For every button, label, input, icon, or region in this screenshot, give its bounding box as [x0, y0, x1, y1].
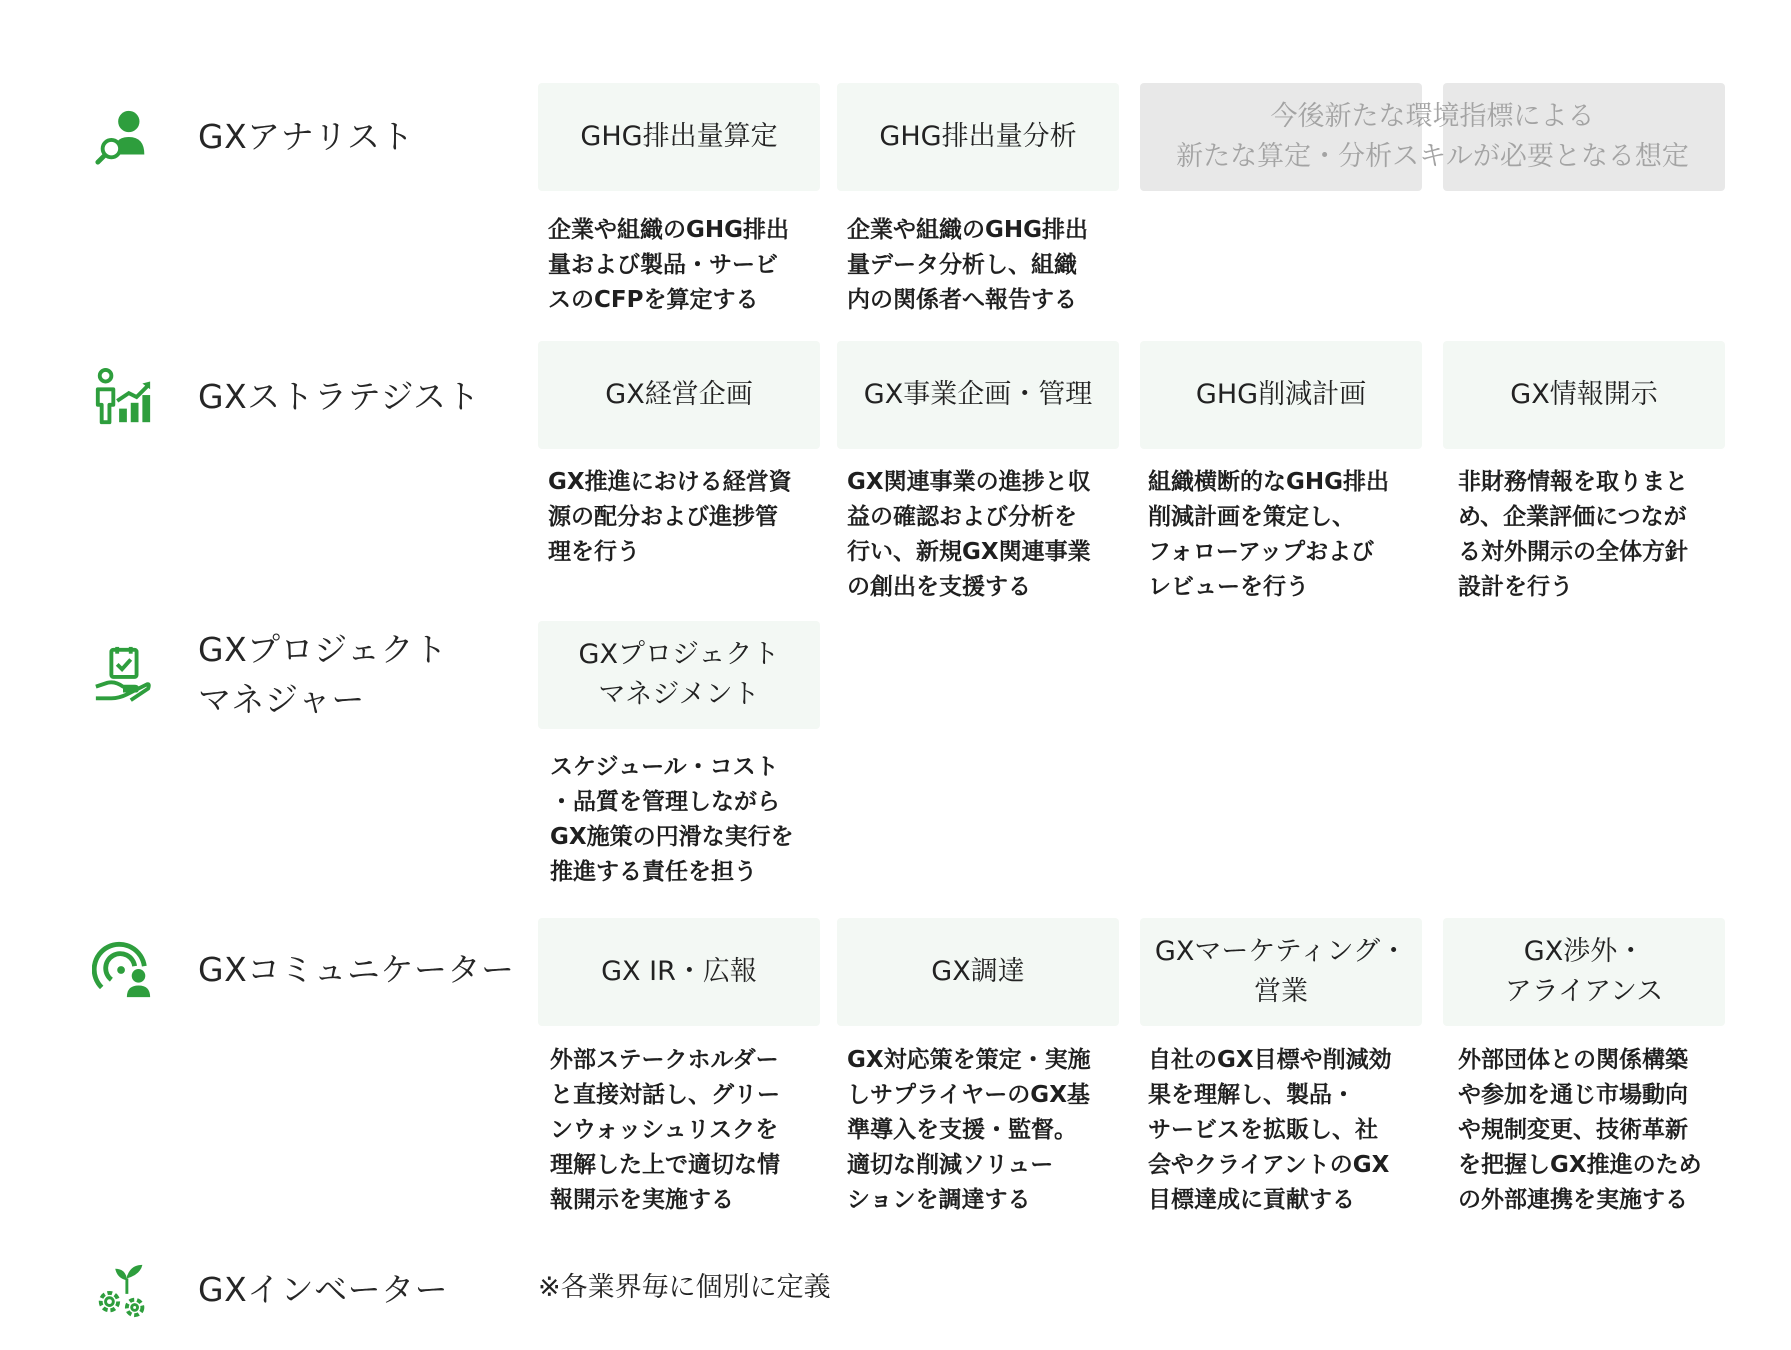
skill-card-gx-business-planning: GX事業企画・管理 — [837, 341, 1119, 449]
skill-description: GX関連事業の進捗と収 益の確認および分析を 行い、新規GX関連事業 の創出を支援する — [847, 469, 1091, 600]
strategist-growth-chart-icon — [88, 362, 158, 432]
role-strategist — [88, 362, 480, 432]
role-name: GXプロジェクト マネジャー — [198, 630, 448, 719]
skill-card-gx-marketing-sales: GXマーケティング・ 営業 — [1140, 918, 1422, 1026]
skill-card-ghg-calculation: GHG排出量算定 — [538, 83, 820, 191]
future-note-text: 今後新たな環境指標による 新たな算定・分析スキルが必要となる想定 — [1176, 101, 1689, 172]
skill-card-gx-project-management: GXプロジェクト マネジメント — [538, 621, 820, 729]
role-project-manager — [88, 625, 448, 725]
skill-card-gx-external-alliance: GX渉外・ アライアンス — [1443, 918, 1725, 1026]
skill-card-gx-management-planning: GX経営企画 — [538, 341, 820, 449]
skill-card-gx-procurement: GX調達 — [837, 918, 1119, 1026]
skill-description: GX推進における経営資 源の配分および進捗管 理を行う — [548, 469, 792, 565]
role-analyst — [88, 102, 414, 172]
skill-description: 外部団体との関係構築 や参加を通じ市場動向 や規制変更、技術革新 を把握しGX推進のため の外部連携を実施する — [1458, 1047, 1702, 1213]
role-name: GXアナリスト — [198, 117, 415, 156]
role-innovator — [88, 1255, 448, 1325]
skill-description: 非財務情報を取りまと め、企業評価につなが る対外開示の全体方針 設計を行う — [1458, 469, 1688, 600]
skill-description: 組織横断的なGHG排出 削減計画を策定し、 フォローアップおよび レビューを行う — [1148, 469, 1390, 600]
innovator-gears-sprout-icon — [88, 1255, 158, 1325]
skill-card-ghg-analysis: GHG排出量分析 — [837, 83, 1119, 191]
skill-card-ghg-reduction-plan: GHG削減計画 — [1140, 341, 1422, 449]
communicator-signal-person-icon — [88, 935, 158, 1005]
skill-description: GX対応策を策定・実施 しサプライヤーのGX基 準導入を支援・監督。 適切な削減ソリュー ションを調達する — [847, 1047, 1091, 1213]
skill-description: 企業や組織のGHG排出 量および製品・サービ スのCFPを算定する — [548, 217, 790, 313]
innovator-note: ※各業界毎に個別に定義 — [538, 1272, 831, 1303]
skill-description: 外部ステークホルダー と直接対話し、グリー ンウォッシュリスクを 理解した上で適切な情 報開示を実施する — [550, 1047, 780, 1213]
role-name: GXインベーター — [198, 1270, 449, 1309]
analyst-person-search-icon — [88, 102, 158, 172]
skill-description: 自社のGX目標や削減効 果を理解し、製品・ サービスを拡販し、社 会やクライアントのGX 目標達成に貢献する — [1148, 1047, 1392, 1213]
future-skills-note — [1140, 83, 1725, 191]
skill-card-gx-disclosure: GX情報開示 — [1443, 341, 1725, 449]
role-name: GXストラテジスト — [198, 377, 481, 416]
project-manager-hand-clipboard-icon — [88, 640, 158, 710]
skill-description: 企業や組織のGHG排出 量データ分析し、組織 内の関係者へ報告する — [847, 217, 1089, 313]
skill-card-gx-ir-pr: GX IR・広報 — [538, 918, 820, 1026]
skill-description: スケジュール・コスト ・品質を管理しながら GX施策の円滑な実行を 推進する責任を担う — [550, 754, 794, 885]
role-name: GXコミュニケーター — [198, 950, 515, 989]
role-communicator — [88, 935, 515, 1005]
